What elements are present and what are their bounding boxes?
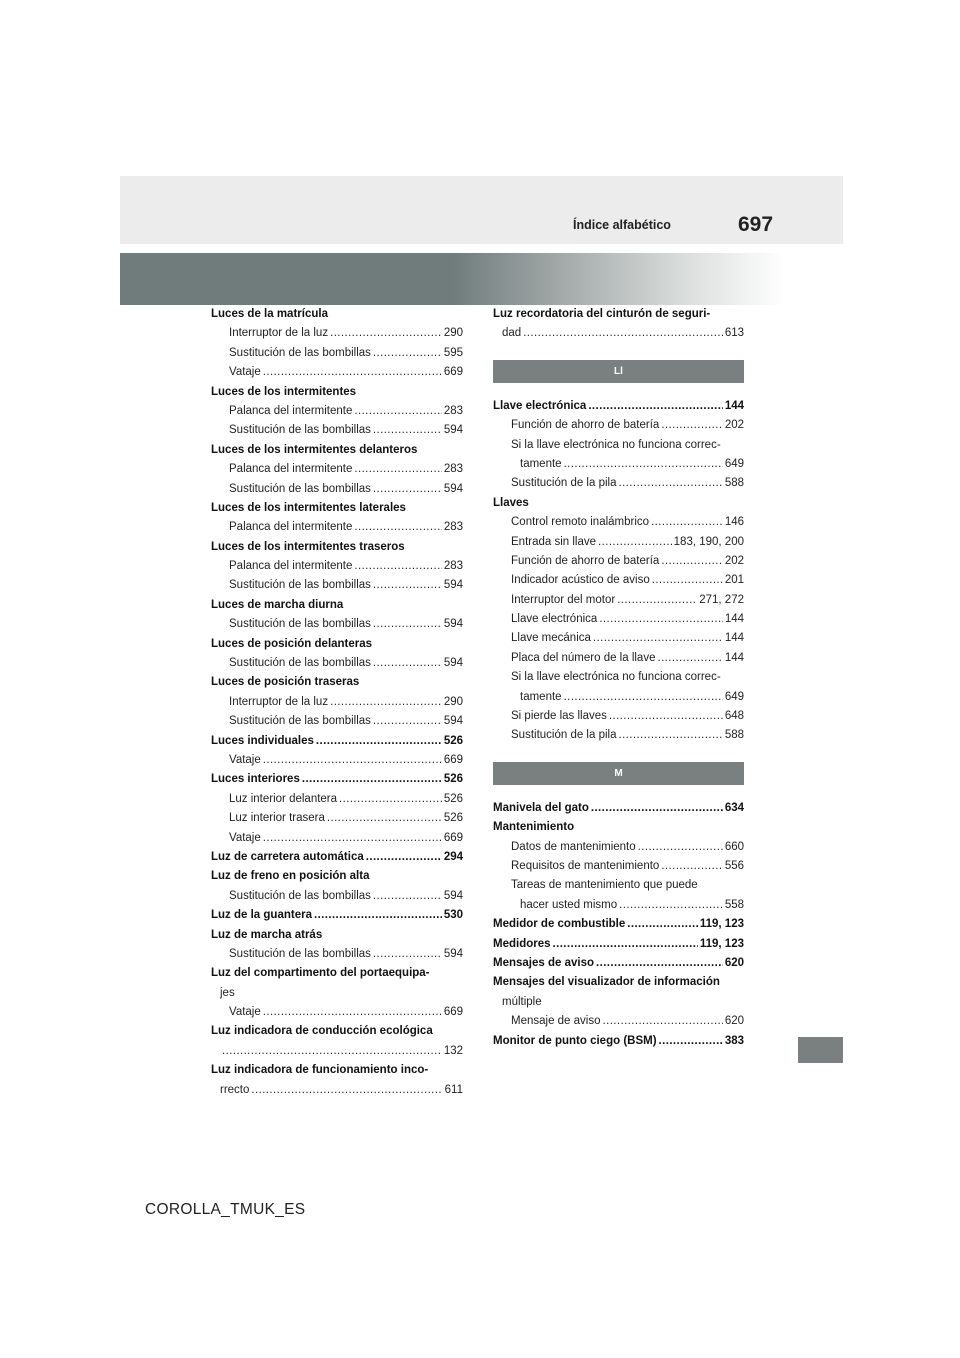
index-entry: [211, 693, 463, 712]
entry-page-ref[interactable]: 530: [443, 909, 463, 922]
entry-label: Vataje: [229, 366, 261, 379]
leader-dots: [373, 480, 442, 499]
entry-page-ref[interactable]: 283: [443, 521, 463, 534]
entry-label: Palanca del intermitente: [229, 560, 353, 573]
entry-label: Control remoto inalámbrico: [511, 516, 650, 529]
entry-page-ref[interactable]: 594: [443, 889, 463, 902]
index-entry: [493, 416, 744, 435]
index-entry: [211, 421, 463, 440]
entry-label: Interruptor de la luz: [229, 327, 329, 340]
leader-dots: [354, 518, 441, 537]
entry-label: Sustitución de la pila: [511, 477, 617, 490]
index-entry: [211, 732, 463, 751]
footer-document-code: COROLLA_TMUK_ES: [145, 1201, 306, 1218]
entry-label: Mantenimiento: [493, 821, 575, 834]
index-entry: [493, 552, 744, 571]
entry-page-ref[interactable]: 613: [724, 327, 744, 340]
entry-label: Luces de los intermitentes: [211, 385, 357, 398]
entry-label: Placa del número de la llave: [511, 651, 656, 664]
index-entry: [211, 751, 463, 770]
index-entry: [493, 324, 744, 343]
header-gradient-bar: [120, 253, 785, 305]
entry-label: Sustitución de las bombillas: [229, 424, 371, 437]
leader-dots: [523, 324, 723, 343]
index-entry: [211, 615, 463, 634]
leader-dots: [251, 1081, 442, 1100]
entry-label: Palanca del intermitente: [229, 521, 353, 534]
index-entry: [493, 915, 744, 934]
entry-label: Sustitución de las bombillas: [229, 889, 371, 902]
leader-dots: [627, 915, 698, 934]
index-entry: [211, 712, 463, 731]
entry-label: Palanca del intermitente: [229, 404, 353, 417]
header-band: [120, 176, 843, 244]
entry-page-ref[interactable]: 526: [443, 792, 463, 805]
index-entry: [493, 876, 744, 895]
entry-label: Manivela del gato: [493, 801, 589, 814]
entry-page-ref[interactable]: 202: [724, 419, 744, 432]
index-entry: [211, 867, 463, 886]
index-entry: [211, 829, 463, 848]
leader-dots: [263, 363, 442, 382]
leader-dots: [553, 935, 698, 954]
entry-label: Luz de la guantera: [211, 909, 312, 922]
index-entry: [211, 576, 463, 595]
index-entry: [493, 857, 744, 876]
entry-label: Sustitución de las bombillas: [229, 947, 371, 960]
entry-label: dad: [502, 327, 522, 340]
index-entry: [211, 926, 463, 945]
entry-label: Luz interior trasera: [229, 812, 325, 825]
index-entry: [211, 635, 463, 654]
index-entry: [211, 1003, 463, 1022]
entry-label: Luces de la matrícula: [211, 308, 328, 320]
index-entry: [493, 993, 744, 1012]
entry-label: Luces de posición delanteras: [211, 637, 373, 650]
leader-dots: [659, 1032, 723, 1051]
leader-dots: [638, 838, 723, 857]
index-entry: [493, 707, 744, 726]
leader-dots: [651, 513, 723, 532]
entry-page-ref[interactable]: 183, 190, 200: [673, 535, 744, 548]
entry-page-ref[interactable]: 595: [443, 346, 463, 359]
index-entry: [211, 673, 463, 692]
entry-label: Datos de mantenimiento: [511, 840, 636, 853]
index-entry: [493, 838, 744, 857]
leader-dots: [222, 1042, 442, 1061]
index-entry: [493, 455, 744, 474]
entry-page-ref[interactable]: 594: [443, 715, 463, 728]
entry-label: Luces de posición traseras: [211, 676, 360, 689]
leader-dots: [366, 848, 442, 867]
leader-dots: [302, 770, 442, 789]
entry-page-ref[interactable]: 669: [443, 753, 463, 766]
index-entry: [493, 436, 744, 455]
index-entry: [493, 474, 744, 493]
entry-label: Monitor de punto ciego (BSM): [493, 1034, 657, 1047]
leader-dots: [657, 649, 722, 668]
entry-label: Sustitución de las bombillas: [229, 657, 371, 670]
index-entry: [493, 649, 744, 668]
index-entry: [211, 596, 463, 615]
index-entry: [211, 344, 463, 363]
entry-label: Palanca del intermitente: [229, 463, 353, 476]
index-entry: [211, 324, 463, 343]
entry-page-ref[interactable]: 594: [443, 424, 463, 437]
entry-label: Mensaje de aviso: [511, 1015, 601, 1028]
index-entry: [211, 848, 463, 867]
entry-page-ref[interactable]: 290: [443, 327, 463, 340]
entry-label: Medidor de combustible: [493, 918, 626, 931]
leader-dots: [618, 726, 722, 745]
entry-label: Mensajes del visualizador de información: [493, 976, 720, 989]
index-column-left: [211, 305, 463, 1100]
leader-dots: [596, 954, 723, 973]
leader-dots: [588, 397, 722, 416]
index-entry: [493, 688, 744, 707]
entry-label: Luz indicadora de conducción ecológica: [211, 1025, 433, 1038]
leader-dots: [661, 552, 722, 571]
entry-label: Requisitos de mantenimiento: [511, 859, 660, 872]
entry-label: Sustitución de la pila: [511, 729, 617, 742]
index-entry: [493, 513, 744, 532]
leader-dots: [373, 421, 442, 440]
entry-page-ref[interactable]: 271, 272: [699, 593, 744, 606]
entry-label: Luces interiores: [211, 773, 300, 786]
entry-page-ref[interactable]: 669: [443, 831, 463, 844]
entry-label: Luces de los intermitentes laterales: [211, 501, 406, 514]
leader-dots: [609, 707, 723, 726]
entry-label: Luces de los intermitentes delanteros: [211, 443, 418, 456]
entry-label: Interruptor de la luz: [229, 695, 329, 708]
entry-page-ref[interactable]: 649: [724, 457, 744, 470]
entry-label: Sustitución de las bombillas: [229, 482, 371, 495]
entry-page-ref[interactable]: 588: [724, 477, 744, 490]
entry-page-ref[interactable]: 283: [443, 404, 463, 417]
index-entry: [211, 770, 463, 789]
index-entry: [493, 1012, 744, 1031]
entry-page-ref[interactable]: 594: [443, 579, 463, 592]
entry-label: Sustitución de las bombillas: [229, 579, 371, 592]
index-entry: [211, 363, 463, 382]
entry-label: jes: [220, 986, 235, 999]
leader-dots: [564, 688, 723, 707]
entry-label: Llaves: [493, 496, 529, 509]
leader-dots: [618, 474, 722, 493]
leader-dots: [617, 591, 697, 610]
leader-dots: [316, 732, 442, 751]
entry-label: múltiple: [502, 995, 542, 1008]
index-entry: [211, 984, 463, 1003]
leader-dots: [373, 576, 442, 595]
leader-dots: [599, 610, 723, 629]
index-entry: [211, 906, 463, 925]
entry-page-ref[interactable]: 283: [443, 560, 463, 573]
entry-page-ref[interactable]: 144: [724, 632, 744, 645]
entry-label: Luz recordatoria del cinturón de seguri-: [493, 308, 711, 320]
index-entry: [493, 896, 744, 915]
leader-dots: [603, 1012, 723, 1031]
letter-section-header: Ll: [493, 360, 744, 383]
entry-page-ref[interactable]: 669: [443, 1006, 463, 1019]
entry-page-ref[interactable]: 634: [724, 801, 744, 814]
leader-dots: [354, 402, 441, 421]
entry-label: tamente: [520, 690, 562, 703]
leader-dots: [354, 557, 441, 576]
entry-label: Luz de marcha atrás: [211, 928, 323, 941]
entry-page-ref[interactable]: 594: [443, 482, 463, 495]
index-entry: [493, 935, 744, 954]
index-entry: [211, 1022, 463, 1041]
leader-dots: [327, 809, 442, 828]
index-entry: [211, 1042, 463, 1061]
entry-label: Vataje: [229, 831, 261, 844]
entry-label: Luces de los intermitentes traseros: [211, 540, 405, 553]
entry-label: Medidores: [493, 937, 551, 950]
leader-dots: [652, 571, 723, 590]
leader-dots: [339, 790, 442, 809]
entry-label: Si la llave electrónica no funciona correc-: [511, 438, 721, 451]
entry-label: Indicador acústico de aviso: [511, 574, 650, 587]
page-number: 697: [738, 213, 774, 236]
letter-section-header: M: [493, 762, 744, 785]
entry-page-ref[interactable]: 526: [443, 734, 463, 747]
index-entry: [493, 668, 744, 687]
index-entry: [211, 383, 463, 402]
index-entry: [211, 654, 463, 673]
entry-label: Luces de marcha diurna: [211, 598, 344, 611]
leader-dots: [330, 324, 442, 343]
entry-label: Interruptor del motor: [511, 593, 616, 606]
entry-label: Vataje: [229, 1006, 261, 1019]
leader-dots: [593, 629, 723, 648]
index-entry: [211, 518, 463, 537]
leader-dots: [373, 712, 442, 731]
entry-page-ref[interactable]: 283: [443, 463, 463, 476]
index-entry: [211, 809, 463, 828]
index-entry: [493, 973, 744, 992]
leader-dots: [619, 896, 723, 915]
entry-label: Luz del compartimento del portaequipa-: [211, 967, 430, 980]
index-entry: [211, 887, 463, 906]
entry-label: Entrada sin llave: [511, 535, 597, 548]
entry-page-ref[interactable]: 556: [724, 859, 744, 872]
index-entry: [211, 945, 463, 964]
leader-dots: [330, 693, 442, 712]
index-entry: [493, 610, 744, 629]
entry-page-ref[interactable]: 594: [443, 657, 463, 670]
leader-dots: [314, 906, 442, 925]
entry-page-ref[interactable]: 202: [724, 554, 744, 567]
leader-dots: [373, 654, 442, 673]
entry-label: Vataje: [229, 753, 261, 766]
index-entry: [493, 494, 744, 513]
entry-page-ref[interactable]: 649: [724, 690, 744, 703]
entry-label: Llave electrónica: [493, 399, 587, 412]
leader-dots: [591, 799, 723, 818]
leader-dots: [373, 344, 442, 363]
entry-label: Luz de carretera automática: [211, 850, 364, 863]
entry-page-ref[interactable]: 526: [443, 812, 463, 825]
leader-dots: [661, 857, 723, 876]
entry-page-ref[interactable]: 669: [443, 366, 463, 379]
entry-label: hacer usted mismo: [520, 898, 618, 911]
entry-label: Sustitución de las bombillas: [229, 618, 371, 631]
entry-page-ref[interactable]: 144: [724, 613, 744, 626]
index-entry: [493, 629, 744, 648]
entry-label: Si pierde las llaves: [511, 710, 607, 723]
entry-page-ref[interactable]: 294: [443, 850, 463, 863]
entry-page-ref[interactable]: 119, 123: [699, 937, 744, 950]
entry-page-ref[interactable]: 144: [724, 399, 744, 412]
index-entry: [211, 538, 463, 557]
index-entry: [493, 397, 744, 416]
entry-label: Función de ahorro de batería: [511, 554, 660, 567]
leader-dots: [263, 829, 442, 848]
index-entry: [211, 460, 463, 479]
leader-dots: [263, 751, 442, 770]
index-entry: [493, 954, 744, 973]
index-entry: [211, 1061, 463, 1080]
entry-page-ref[interactable]: 594: [443, 618, 463, 631]
index-entry: [211, 480, 463, 499]
index-entry: [493, 305, 744, 324]
entry-page-ref[interactable]: 594: [443, 947, 463, 960]
index-entry: [493, 726, 744, 745]
entry-page-ref[interactable]: 146: [724, 516, 744, 529]
entry-page-ref[interactable]: 201: [724, 574, 744, 587]
index-entry: [211, 790, 463, 809]
index-entry: [211, 1081, 463, 1100]
entry-page-ref[interactable]: 383: [724, 1034, 744, 1047]
entry-page-ref[interactable]: 526: [443, 773, 463, 786]
leader-dots: [373, 945, 442, 964]
index-entry: [493, 1032, 744, 1051]
index-entry: [493, 591, 744, 610]
entry-label: tamente: [520, 457, 562, 470]
entry-label: Si la llave electrónica no funciona correc-: [511, 671, 721, 684]
thumb-index-tab: [798, 1037, 843, 1063]
entry-label: Sustitución de las bombillas: [229, 715, 371, 728]
entry-label: rrecto: [220, 1083, 250, 1096]
leader-dots: [373, 615, 442, 634]
leader-dots: [373, 887, 442, 906]
entry-page-ref[interactable]: 660: [724, 840, 744, 853]
section-title: Índice alfabético: [573, 218, 671, 232]
index-entry: [211, 402, 463, 421]
leader-dots: [598, 533, 672, 552]
entry-page-ref[interactable]: 290: [443, 695, 463, 708]
index-entry: [493, 533, 744, 552]
entry-label: Tareas de mantenimiento que puede: [511, 879, 698, 892]
leader-dots: [354, 460, 441, 479]
entry-page-ref[interactable]: 620: [724, 1015, 744, 1028]
entry-page-ref[interactable]: 558: [724, 898, 744, 911]
entry-label: Luz indicadora de funcionamiento inco-: [211, 1064, 429, 1077]
leader-dots: [661, 416, 722, 435]
entry-label: Luz interior delantera: [229, 792, 338, 805]
entry-label: Luz de freno en posición alta: [211, 870, 370, 883]
entry-label: Llave mecánica: [511, 632, 591, 645]
index-entry: [211, 441, 463, 460]
entry-label: Mensajes de aviso: [493, 956, 594, 969]
entry-page-ref[interactable]: 144: [724, 651, 744, 664]
entry-page-ref[interactable]: 620: [724, 956, 744, 969]
entry-page-ref[interactable]: 588: [724, 729, 744, 742]
entry-label: Función de ahorro de batería: [511, 419, 660, 432]
entry-page-ref[interactable]: 119, 123: [699, 918, 744, 931]
index-entry: [493, 818, 744, 837]
index-column-right: [493, 305, 744, 1051]
entry-label: Luces individuales: [211, 734, 314, 747]
leader-dots: [564, 455, 723, 474]
entry-page-ref[interactable]: 132: [443, 1044, 463, 1057]
index-entry: [493, 799, 744, 818]
entry-page-ref[interactable]: 611: [444, 1083, 463, 1096]
index-entry: [211, 305, 463, 324]
entry-page-ref[interactable]: 648: [724, 710, 744, 723]
index-entry: [211, 964, 463, 983]
entry-label: Sustitución de las bombillas: [229, 346, 371, 359]
index-entry: [493, 571, 744, 590]
leader-dots: [263, 1003, 442, 1022]
index-entry: [211, 499, 463, 518]
index-entry: [211, 557, 463, 576]
entry-label: Llave electrónica: [511, 613, 598, 626]
